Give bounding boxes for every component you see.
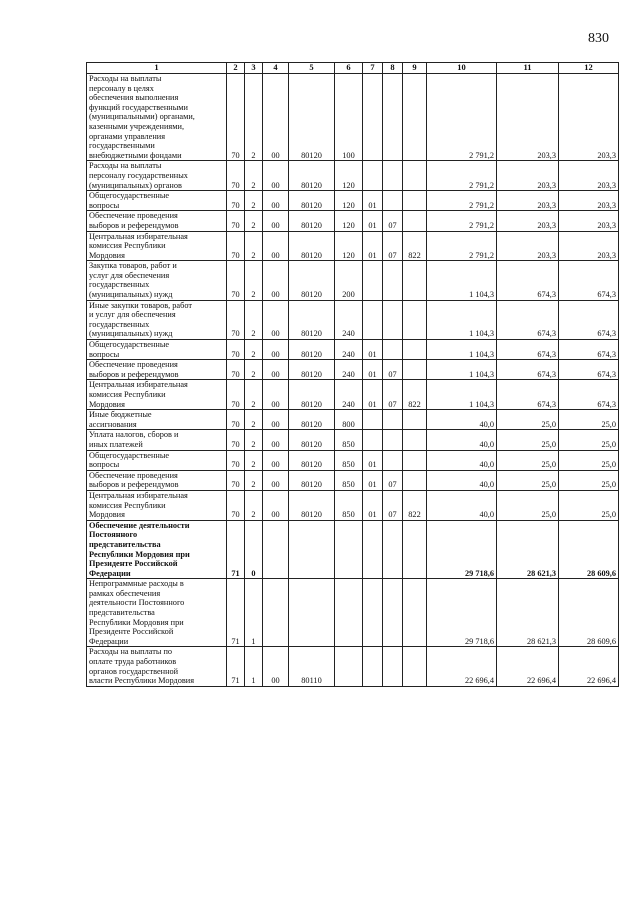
code-cell: 07: [383, 211, 403, 231]
code-cell: 2: [245, 490, 263, 520]
code-cell: [363, 410, 383, 430]
code-cell: 01: [363, 231, 383, 261]
code-cell: 71: [227, 647, 245, 686]
code-cell: 70: [227, 410, 245, 430]
code-cell: 2: [245, 450, 263, 470]
amount-cell: 203,3: [559, 231, 619, 261]
code-cell: 80120: [289, 191, 335, 211]
row-name-cell: Общегосударственные вопросы: [87, 340, 227, 360]
row-name-cell: Расходы на выплаты персоналу в целях обеспечения выполнения функций государственными (муниципальными) органами, казенными учреждениями, органами управления государственными внебюджетными фондами: [87, 74, 227, 161]
code-cell: [403, 647, 427, 686]
col-header: 3: [245, 63, 263, 74]
amount-cell: 25,0: [559, 430, 619, 450]
code-cell: 01: [363, 490, 383, 520]
row-name-cell: Расходы на выплаты персоналу государственных (муниципальных) органов: [87, 161, 227, 191]
row-name-cell: Центральная избирательная комиссия Республики Мордовия: [87, 490, 227, 520]
code-cell: [335, 647, 363, 686]
amount-cell: 25,0: [497, 410, 559, 430]
amount-cell: 28 621,3: [497, 520, 559, 579]
table-row: [87, 360, 619, 380]
amount-cell: 203,3: [497, 161, 559, 191]
code-cell: 2: [245, 340, 263, 360]
code-cell: 240: [335, 380, 363, 410]
table-row: [87, 261, 619, 300]
amount-cell: 1 104,3: [427, 380, 497, 410]
code-cell: [383, 410, 403, 430]
code-cell: [403, 261, 427, 300]
code-cell: [363, 300, 383, 339]
code-cell: [383, 74, 403, 161]
table-row: [87, 74, 619, 161]
amount-cell: 1 104,3: [427, 340, 497, 360]
row-name-cell: Иные бюджетные ассигнования: [87, 410, 227, 430]
code-cell: 2: [245, 470, 263, 490]
amount-cell: 2 791,2: [427, 211, 497, 231]
code-cell: [363, 579, 383, 647]
amount-cell: 25,0: [497, 450, 559, 470]
row-name-cell: Уплата налогов, сборов и иных платежей: [87, 430, 227, 450]
table-row: [87, 490, 619, 520]
code-cell: 2: [245, 261, 263, 300]
amount-cell: 203,3: [497, 231, 559, 261]
code-cell: 70: [227, 450, 245, 470]
code-cell: 822: [403, 490, 427, 520]
code-cell: 2: [245, 410, 263, 430]
amount-cell: 25,0: [559, 410, 619, 430]
code-cell: [383, 161, 403, 191]
amount-cell: 25,0: [497, 470, 559, 490]
code-cell: [263, 520, 289, 579]
amount-cell: 2 791,2: [427, 161, 497, 191]
code-cell: 200: [335, 261, 363, 300]
table-row: [87, 300, 619, 339]
code-cell: [383, 647, 403, 686]
code-cell: 822: [403, 231, 427, 261]
amount-cell: 203,3: [559, 161, 619, 191]
col-header: 1: [87, 63, 227, 74]
code-cell: 01: [363, 450, 383, 470]
code-cell: [403, 470, 427, 490]
code-cell: 00: [263, 410, 289, 430]
table-row: [87, 161, 619, 191]
amount-cell: 203,3: [559, 211, 619, 231]
code-cell: 70: [227, 490, 245, 520]
code-cell: 07: [383, 380, 403, 410]
col-header: 4: [263, 63, 289, 74]
amount-cell: 674,3: [559, 340, 619, 360]
code-cell: [403, 211, 427, 231]
row-name-cell: Обеспечение деятельности Постоянного представительства Республики Мордовия при Президенте Российской Федерации: [87, 520, 227, 579]
code-cell: [263, 579, 289, 647]
code-cell: 2: [245, 360, 263, 380]
code-cell: 71: [227, 520, 245, 579]
code-cell: 01: [363, 360, 383, 380]
table-row: [87, 579, 619, 647]
code-cell: [403, 410, 427, 430]
code-cell: [363, 74, 383, 161]
amount-cell: 1 104,3: [427, 360, 497, 380]
amount-cell: 40,0: [427, 410, 497, 430]
amount-cell: 28 609,6: [559, 520, 619, 579]
code-cell: 2: [245, 380, 263, 410]
code-cell: [403, 520, 427, 579]
code-cell: 70: [227, 360, 245, 380]
code-cell: 2: [245, 300, 263, 339]
code-cell: 80120: [289, 490, 335, 520]
amount-cell: 1 104,3: [427, 261, 497, 300]
code-cell: 80120: [289, 340, 335, 360]
code-cell: 2: [245, 430, 263, 450]
code-cell: 70: [227, 470, 245, 490]
code-cell: [383, 450, 403, 470]
code-cell: [403, 300, 427, 339]
amount-cell: 203,3: [497, 191, 559, 211]
code-cell: 00: [263, 191, 289, 211]
code-cell: 2: [245, 74, 263, 161]
code-cell: 00: [263, 161, 289, 191]
header-row: [87, 63, 619, 74]
amount-cell: 674,3: [559, 300, 619, 339]
col-header: 5: [289, 63, 335, 74]
code-cell: 00: [263, 261, 289, 300]
code-cell: 120: [335, 231, 363, 261]
col-header: 9: [403, 63, 427, 74]
amount-cell: 674,3: [559, 360, 619, 380]
code-cell: [289, 520, 335, 579]
code-cell: 850: [335, 490, 363, 520]
row-name-cell: Общегосударственные вопросы: [87, 450, 227, 470]
code-cell: [383, 579, 403, 647]
amount-cell: 1 104,3: [427, 300, 497, 339]
amount-cell: 25,0: [497, 490, 559, 520]
code-cell: [363, 161, 383, 191]
code-cell: [363, 520, 383, 579]
col-header: 10: [427, 63, 497, 74]
amount-cell: 674,3: [497, 380, 559, 410]
table-row: [87, 211, 619, 231]
amount-cell: 25,0: [559, 490, 619, 520]
code-cell: [383, 520, 403, 579]
table-row: [87, 470, 619, 490]
amount-cell: 203,3: [497, 211, 559, 231]
table-row: [87, 647, 619, 686]
code-cell: 07: [383, 470, 403, 490]
amount-cell: 203,3: [559, 191, 619, 211]
table-row: [87, 231, 619, 261]
code-cell: [403, 579, 427, 647]
code-cell: 80120: [289, 261, 335, 300]
code-cell: 70: [227, 380, 245, 410]
code-cell: 07: [383, 360, 403, 380]
code-cell: [403, 191, 427, 211]
amount-cell: 25,0: [559, 470, 619, 490]
code-cell: 800: [335, 410, 363, 430]
code-cell: 80120: [289, 211, 335, 231]
code-cell: 240: [335, 300, 363, 339]
amount-cell: 40,0: [427, 450, 497, 470]
col-header: 2: [227, 63, 245, 74]
code-cell: 80120: [289, 300, 335, 339]
amount-cell: 674,3: [497, 340, 559, 360]
code-cell: 80120: [289, 360, 335, 380]
code-cell: 2: [245, 211, 263, 231]
amount-cell: 25,0: [559, 450, 619, 470]
code-cell: 1: [245, 579, 263, 647]
code-cell: 1: [245, 647, 263, 686]
code-cell: 00: [263, 231, 289, 261]
table-row: [87, 340, 619, 360]
code-cell: 01: [363, 470, 383, 490]
code-cell: 70: [227, 161, 245, 191]
code-cell: [363, 647, 383, 686]
row-name-cell: Общегосударственные вопросы: [87, 191, 227, 211]
col-header: 12: [559, 63, 619, 74]
code-cell: 00: [263, 490, 289, 520]
code-cell: [383, 261, 403, 300]
amount-cell: 40,0: [427, 430, 497, 450]
code-cell: [403, 74, 427, 161]
code-cell: 80120: [289, 380, 335, 410]
code-cell: 240: [335, 360, 363, 380]
code-cell: 00: [263, 430, 289, 450]
amount-cell: 2 791,2: [427, 191, 497, 211]
code-cell: 0: [245, 520, 263, 579]
code-cell: 00: [263, 340, 289, 360]
table-row: [87, 191, 619, 211]
table-row: [87, 450, 619, 470]
code-cell: [363, 261, 383, 300]
code-cell: [289, 579, 335, 647]
code-cell: 70: [227, 211, 245, 231]
code-cell: 70: [227, 74, 245, 161]
amount-cell: 40,0: [427, 470, 497, 490]
code-cell: 850: [335, 470, 363, 490]
code-cell: [363, 430, 383, 450]
amount-cell: 22 696,4: [559, 647, 619, 686]
code-cell: 71: [227, 579, 245, 647]
code-cell: [403, 360, 427, 380]
row-name-cell: Закупка товаров, работ и услуг для обеспечения государственных (муниципальных) нужд: [87, 261, 227, 300]
code-cell: 70: [227, 340, 245, 360]
table-row: [87, 520, 619, 579]
amount-cell: 25,0: [497, 430, 559, 450]
row-name-cell: Центральная избирательная комиссия Республики Мордовия: [87, 380, 227, 410]
code-cell: 80120: [289, 410, 335, 430]
row-name-cell: Непрограммные расходы в рамках обеспечения деятельности Постоянного представительства Республики Мордовия при Президенте Российской Федерации: [87, 579, 227, 647]
code-cell: 00: [263, 380, 289, 410]
col-header: 7: [363, 63, 383, 74]
code-cell: 120: [335, 191, 363, 211]
row-name-cell: Иные закупки товаров, работ и услуг для обеспечения государственных (муниципальных) нужд: [87, 300, 227, 339]
amount-cell: 203,3: [497, 74, 559, 161]
code-cell: 100: [335, 74, 363, 161]
amount-cell: 2 791,2: [427, 74, 497, 161]
code-cell: 2: [245, 191, 263, 211]
code-cell: 70: [227, 231, 245, 261]
code-cell: [335, 579, 363, 647]
code-cell: 70: [227, 300, 245, 339]
code-cell: 00: [263, 300, 289, 339]
code-cell: 70: [227, 191, 245, 211]
code-cell: [383, 300, 403, 339]
budget-table: [86, 62, 619, 687]
col-header: 11: [497, 63, 559, 74]
code-cell: [335, 520, 363, 579]
table-row: [87, 410, 619, 430]
amount-cell: 22 696,4: [427, 647, 497, 686]
code-cell: [403, 450, 427, 470]
code-cell: [403, 340, 427, 360]
row-name-cell: Центральная избирательная комиссия Республики Мордовия: [87, 231, 227, 261]
amount-cell: 674,3: [497, 360, 559, 380]
amount-cell: 674,3: [497, 300, 559, 339]
row-name-cell: Обеспечение проведения выборов и референдумов: [87, 211, 227, 231]
code-cell: [403, 161, 427, 191]
code-cell: 2: [245, 231, 263, 261]
code-cell: 01: [363, 191, 383, 211]
code-cell: 00: [263, 450, 289, 470]
code-cell: 2: [245, 161, 263, 191]
amount-cell: 674,3: [497, 261, 559, 300]
amount-cell: 2 791,2: [427, 231, 497, 261]
amount-cell: 203,3: [559, 74, 619, 161]
amount-cell: 28 621,3: [497, 579, 559, 647]
code-cell: [383, 430, 403, 450]
code-cell: 80120: [289, 161, 335, 191]
code-cell: 70: [227, 261, 245, 300]
code-cell: 850: [335, 450, 363, 470]
code-cell: 01: [363, 211, 383, 231]
row-name-cell: Обеспечение проведения выборов и референдумов: [87, 360, 227, 380]
amount-cell: 40,0: [427, 490, 497, 520]
code-cell: 80120: [289, 231, 335, 261]
row-name-cell: Обеспечение проведения выборов и референдумов: [87, 470, 227, 490]
code-cell: 80120: [289, 430, 335, 450]
code-cell: 07: [383, 490, 403, 520]
code-cell: 240: [335, 340, 363, 360]
col-header: 6: [335, 63, 363, 74]
code-cell: 01: [363, 380, 383, 410]
code-cell: 80120: [289, 74, 335, 161]
code-cell: 07: [383, 231, 403, 261]
table-row: [87, 430, 619, 450]
code-cell: 850: [335, 430, 363, 450]
amount-cell: 29 718,6: [427, 579, 497, 647]
code-cell: [383, 191, 403, 211]
amount-cell: 674,3: [559, 261, 619, 300]
amount-cell: 674,3: [559, 380, 619, 410]
col-header: 8: [383, 63, 403, 74]
amount-cell: 29 718,6: [427, 520, 497, 579]
code-cell: 80120: [289, 450, 335, 470]
code-cell: 00: [263, 470, 289, 490]
code-cell: 80120: [289, 470, 335, 490]
code-cell: 00: [263, 647, 289, 686]
code-cell: [383, 340, 403, 360]
code-cell: 822: [403, 380, 427, 410]
code-cell: 120: [335, 161, 363, 191]
code-cell: [403, 430, 427, 450]
code-cell: 70: [227, 430, 245, 450]
code-cell: 80110: [289, 647, 335, 686]
row-name-cell: Расходы на выплаты по оплате труда работников органов государственной власти Республики Мордовия: [87, 647, 227, 686]
amount-cell: 22 696,4: [497, 647, 559, 686]
code-cell: 00: [263, 211, 289, 231]
code-cell: 00: [263, 360, 289, 380]
table-row: [87, 380, 619, 410]
code-cell: 120: [335, 211, 363, 231]
amount-cell: 28 609,6: [559, 579, 619, 647]
code-cell: 00: [263, 74, 289, 161]
page-number: 830: [588, 31, 609, 46]
code-cell: 01: [363, 340, 383, 360]
